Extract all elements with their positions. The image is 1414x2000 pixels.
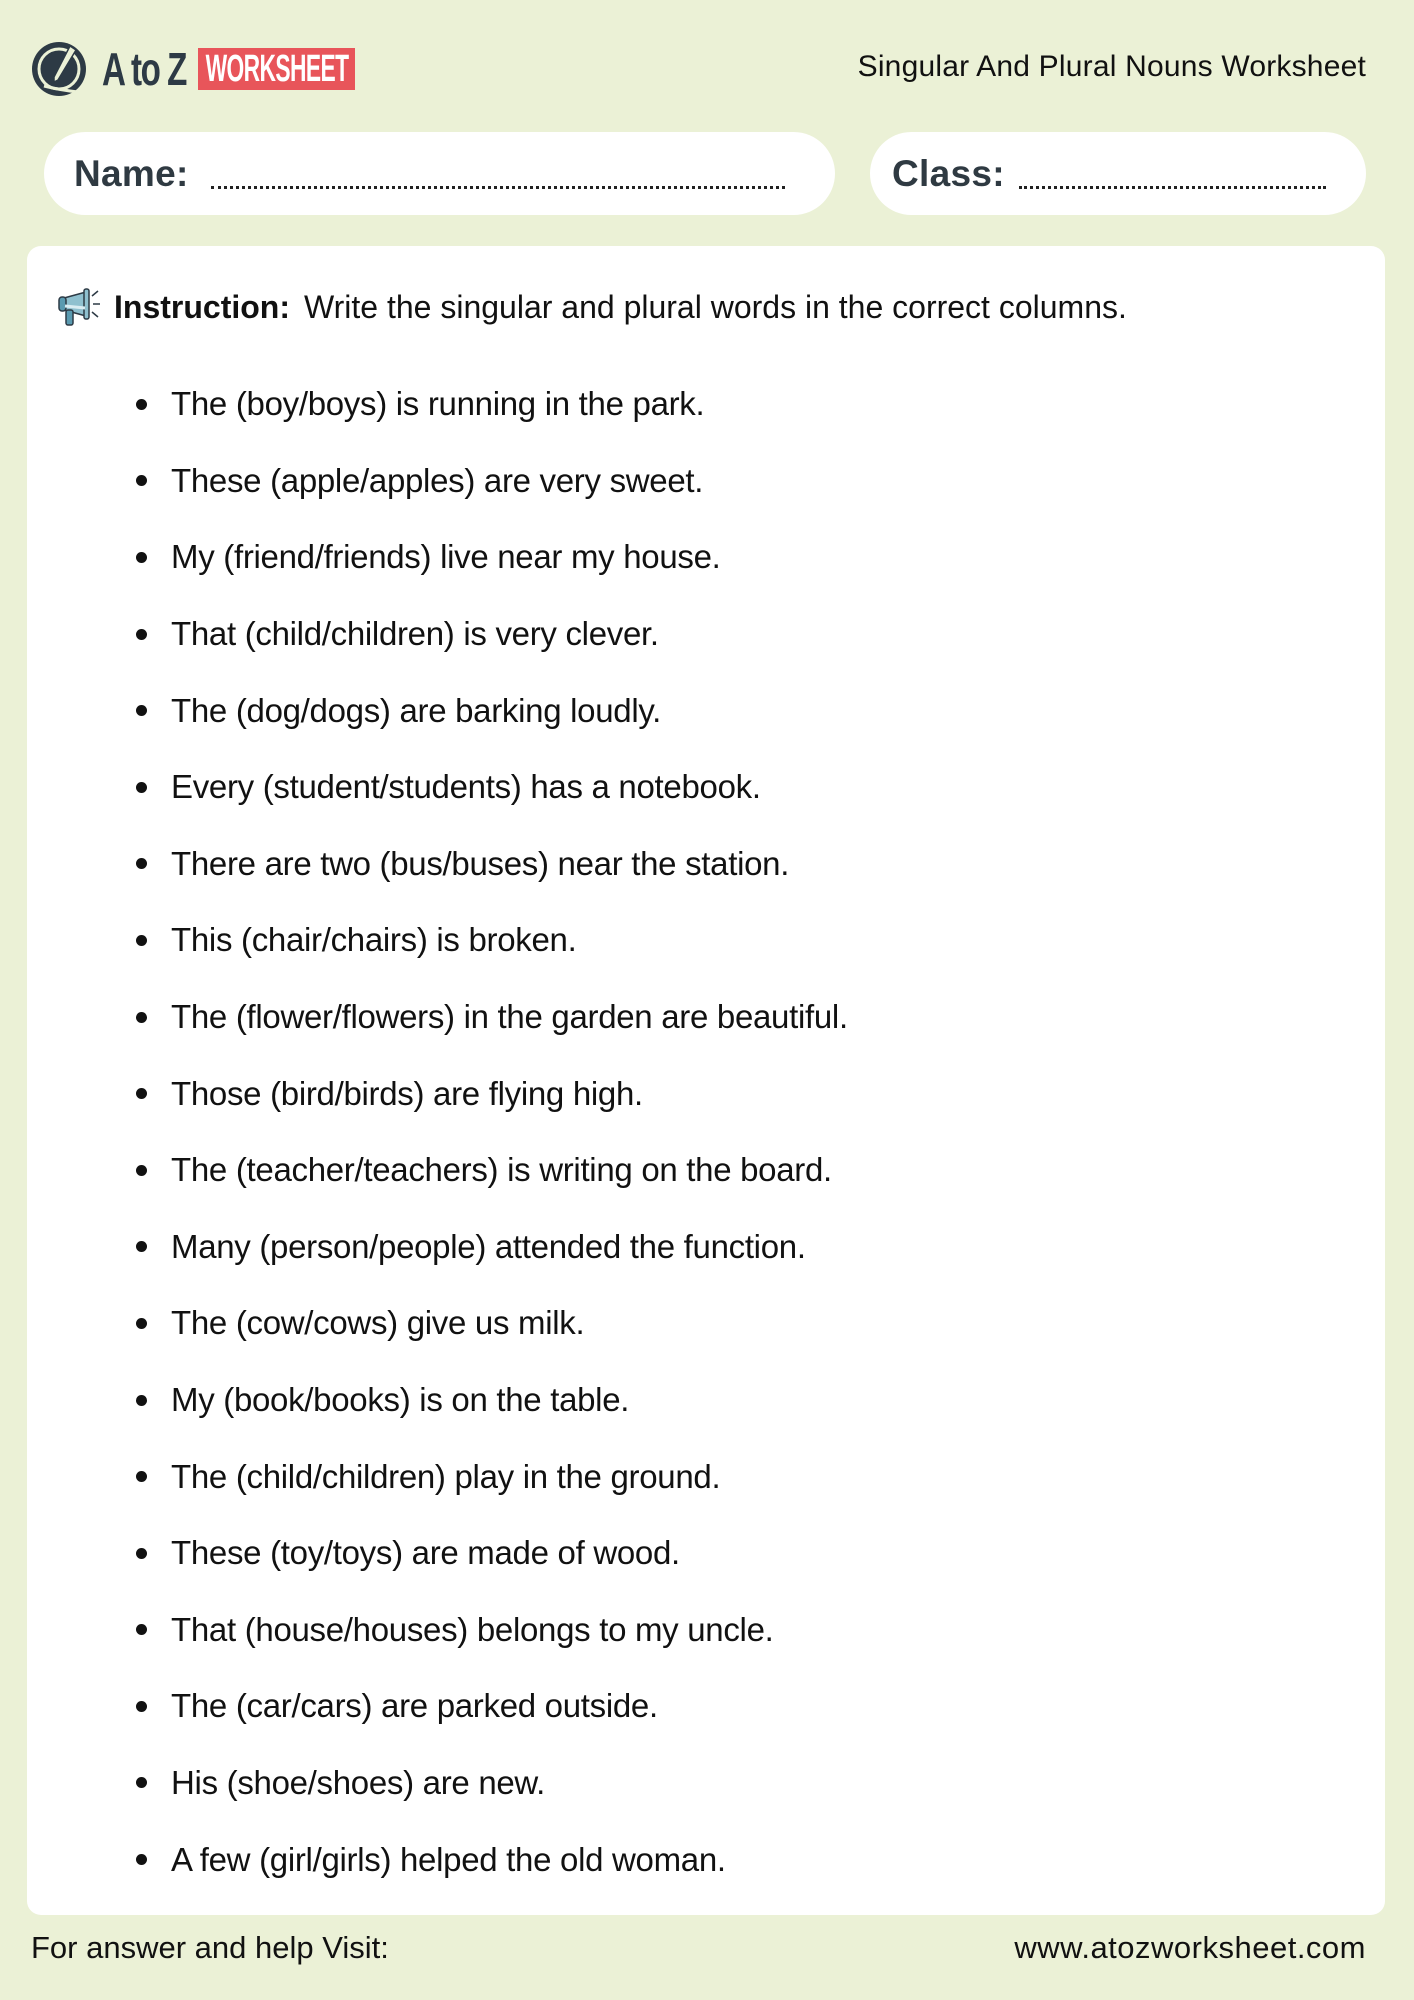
name-dotted-line[interactable]: [211, 186, 785, 189]
class-field[interactable]: [870, 132, 1366, 215]
footer-help-text: For answer and help Visit:: [31, 1930, 389, 1965]
bullet-icon: [136, 1701, 147, 1712]
pen-nib-circle-icon: [30, 40, 88, 98]
megaphone-icon: [56, 286, 102, 328]
bullet-icon: [136, 1241, 147, 1252]
logo-badge-text: WORKSHEET: [205, 48, 348, 90]
class-dotted-line[interactable]: [1019, 186, 1326, 189]
bullet-icon: [136, 399, 147, 410]
footer-website-link[interactable]: www.atozworksheet.com: [1014, 1930, 1366, 1965]
bullet-icon: [136, 1854, 147, 1865]
bullet-icon: [136, 475, 147, 486]
name-label: Name:: [74, 152, 189, 194]
bullet-icon: [136, 1624, 147, 1635]
instruction: [56, 286, 1127, 328]
bullet-icon: [136, 1088, 147, 1099]
bullet-icon: [136, 1165, 147, 1176]
bullet-icon: [136, 552, 147, 563]
bullet-icon: [136, 1471, 147, 1482]
bullet-icon: [136, 782, 147, 793]
bullet-icon: [136, 705, 147, 716]
bullet-icon: [136, 1012, 147, 1023]
bullet-icon: [136, 1318, 147, 1329]
worksheet-card: Instruction: Write the singular and plural words in the correct columns. The (boy/boys) is running in the park. These (apple/apples) are very sweet. My (friend/friends) live near my house. That (child/children) is very clever. The (dog/dogs) are barking loudly. Every (student/students) has a notebook. There are two (bus/buses) near the station. This (chair/chairs) is broken. The (flower/flowers) in the garden are beautiful. Those (bird/birds) are flying high. The (teacher/teachers) is writing on the board. Many (person/people) attended the function. The (cow/cows) give us milk. My (book/books) is on the table. The (child/children) play in the ground. These (toy/toys) are made of wood. That (house/houses) belongs to my uncle. The (car/cars) are parked outside. His (shoe/shoes) are new. A few (girl/girls) helped the old woman.: [27, 246, 1385, 1915]
bullet-icon: [136, 935, 147, 946]
bullet-icon: [136, 1548, 147, 1559]
bullet-icon: [136, 629, 147, 640]
bullet-icon: [136, 858, 147, 869]
bullet-icon: [136, 1777, 147, 1788]
instruction-text: Write the singular and plural words in the correct columns.: [303, 288, 1127, 325]
class-label: Class:: [892, 152, 1005, 194]
worksheet-title: Singular And Plural Nouns Worksheet: [857, 50, 1366, 83]
logo-badge: [198, 48, 355, 90]
name-field[interactable]: [44, 132, 835, 215]
logo-text: A to Z: [102, 43, 186, 95]
bullet-icon: [136, 1395, 147, 1406]
brand-logo: [30, 40, 355, 98]
instruction-label: Instruction:: [114, 288, 290, 325]
